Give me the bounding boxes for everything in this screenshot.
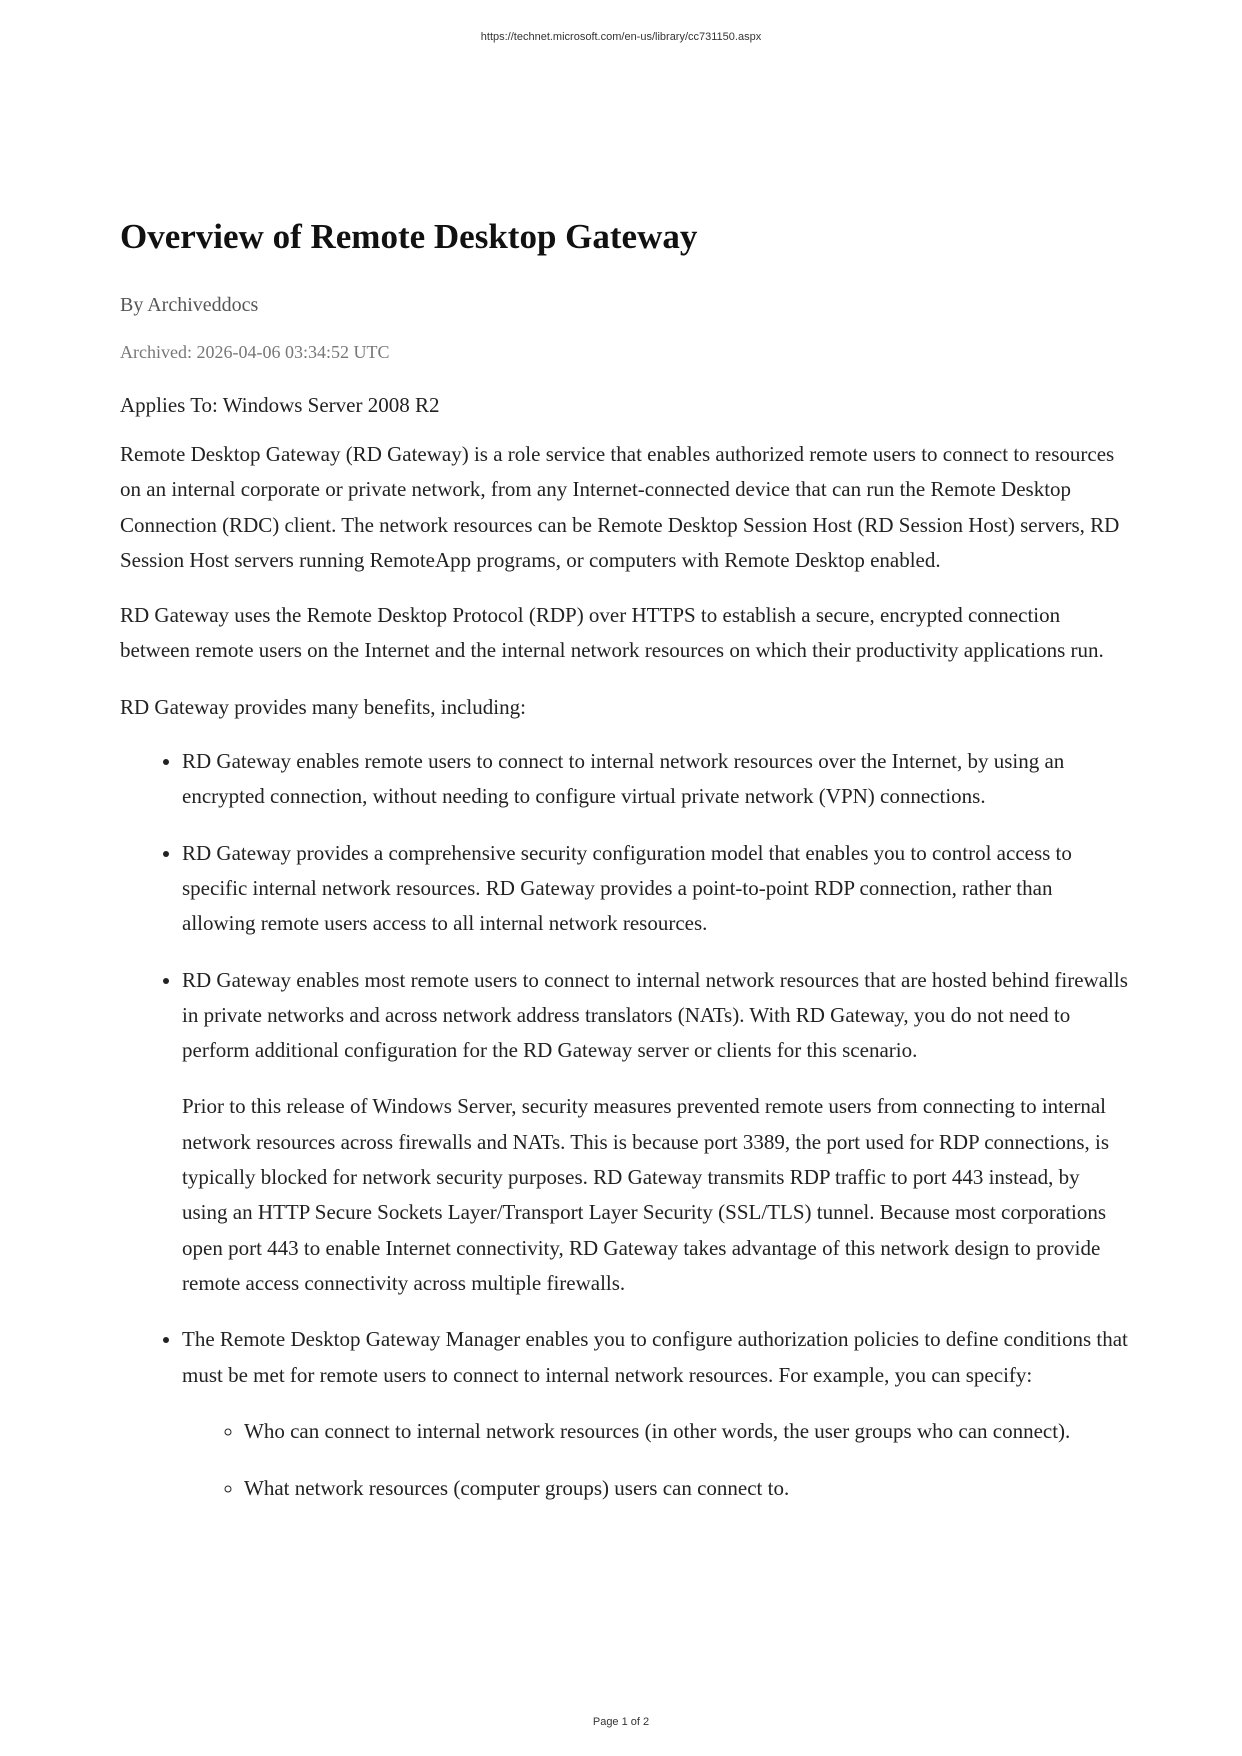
sub-list-item: ◦ What network resources (computer groups) users can connect to. <box>244 1471 1130 1506</box>
benefit-text: The Remote Desktop Gateway Manager enables you to configure authorization policies to define conditions that must be met for remote users to connect to internal network resources. For example, you can specify: <box>182 1327 1128 1387</box>
applies-to: Applies To: Windows Server 2008 R2 <box>120 393 440 417</box>
archived-timestamp: Archived: 2026-04-06 03:34:52 UTC <box>120 342 390 362</box>
intro-paragraph: Remote Desktop Gateway (RD Gateway) is a role service that enables authorized remote users to connect to resources on an internal corporate or private network, from any Internet-connected device that can run the Remote Desktop Connection (RDC) client. The network resources can be Remote Desktop Session Host (RD Session Host) servers, RD Session Host servers running RemoteApp programs, or computers with Remote Desktop enabled. <box>120 442 1120 572</box>
list-item <box>182 963 1130 1302</box>
byline: By Archiveddocs <box>120 294 259 316</box>
benefits-intro: RD Gateway provides many benefits, including: <box>120 694 526 719</box>
benefit-detail: Prior to this release of Windows Server, security measures prevented remote users from connecting to internal network resources across firewalls and NATs. This is because port 3389, the port used for RDP connections, is typically blocked for network security purposes. RD Gateway transmits RDP traffic to port 443 instead, by using an HTTP Secure Sockets Layer/Transport Layer Security (SSL/TLS) tunnel. Because most corporations open port 443 to enable Internet connectivity, RD Gateway takes advantage of this network design to provide remote access connectivity across multiple firewalls. <box>182 1094 1110 1295</box>
benefit-text: RD Gateway enables most remote users to connect to internal network resources that are hosted behind firewalls in private networks and across network address translators (NATs). With RD Gateway, you do not need to perform additional configuration for the RD Gateway server or clients for this scenario. <box>182 967 1128 1063</box>
page-number: Page 1 of 2 <box>592 1716 650 1728</box>
article <box>120 212 1130 1528</box>
sub-list-item: ◦ Who can connect to internal network resources (in other words, the user groups who can connect). <box>244 1414 1130 1449</box>
list-item <box>182 1322 1130 1506</box>
benefit-text: RD Gateway enables remote users to connect to internal network resources over the Internet, by using an encrypted connection, without needing to configure virtual private network (VPN) connections. <box>182 749 1065 809</box>
list-item <box>182 744 1130 815</box>
benefits-list <box>120 744 1130 1506</box>
list-item <box>182 836 1130 942</box>
protocol-paragraph: RD Gateway uses the Remote Desktop Protocol (RDP) over HTTPS to establish a secure, encrypted connection between remote users on the Internet and the internal network resources on which their productivity applications run. <box>120 603 1104 663</box>
page-title: Overview of Remote Desktop Gateway <box>120 217 698 256</box>
policy-sublist <box>182 1414 1130 1507</box>
source-url: https://technet.microsoft.com/en-us/library/cc731150.aspx <box>480 31 762 43</box>
benefit-text: RD Gateway provides a comprehensive security configuration model that enables you to control access to specific internal network resources. RD Gateway provides a point-to-point RDP connection, rather than allowing remote users access to all internal network resources. <box>182 840 1072 936</box>
